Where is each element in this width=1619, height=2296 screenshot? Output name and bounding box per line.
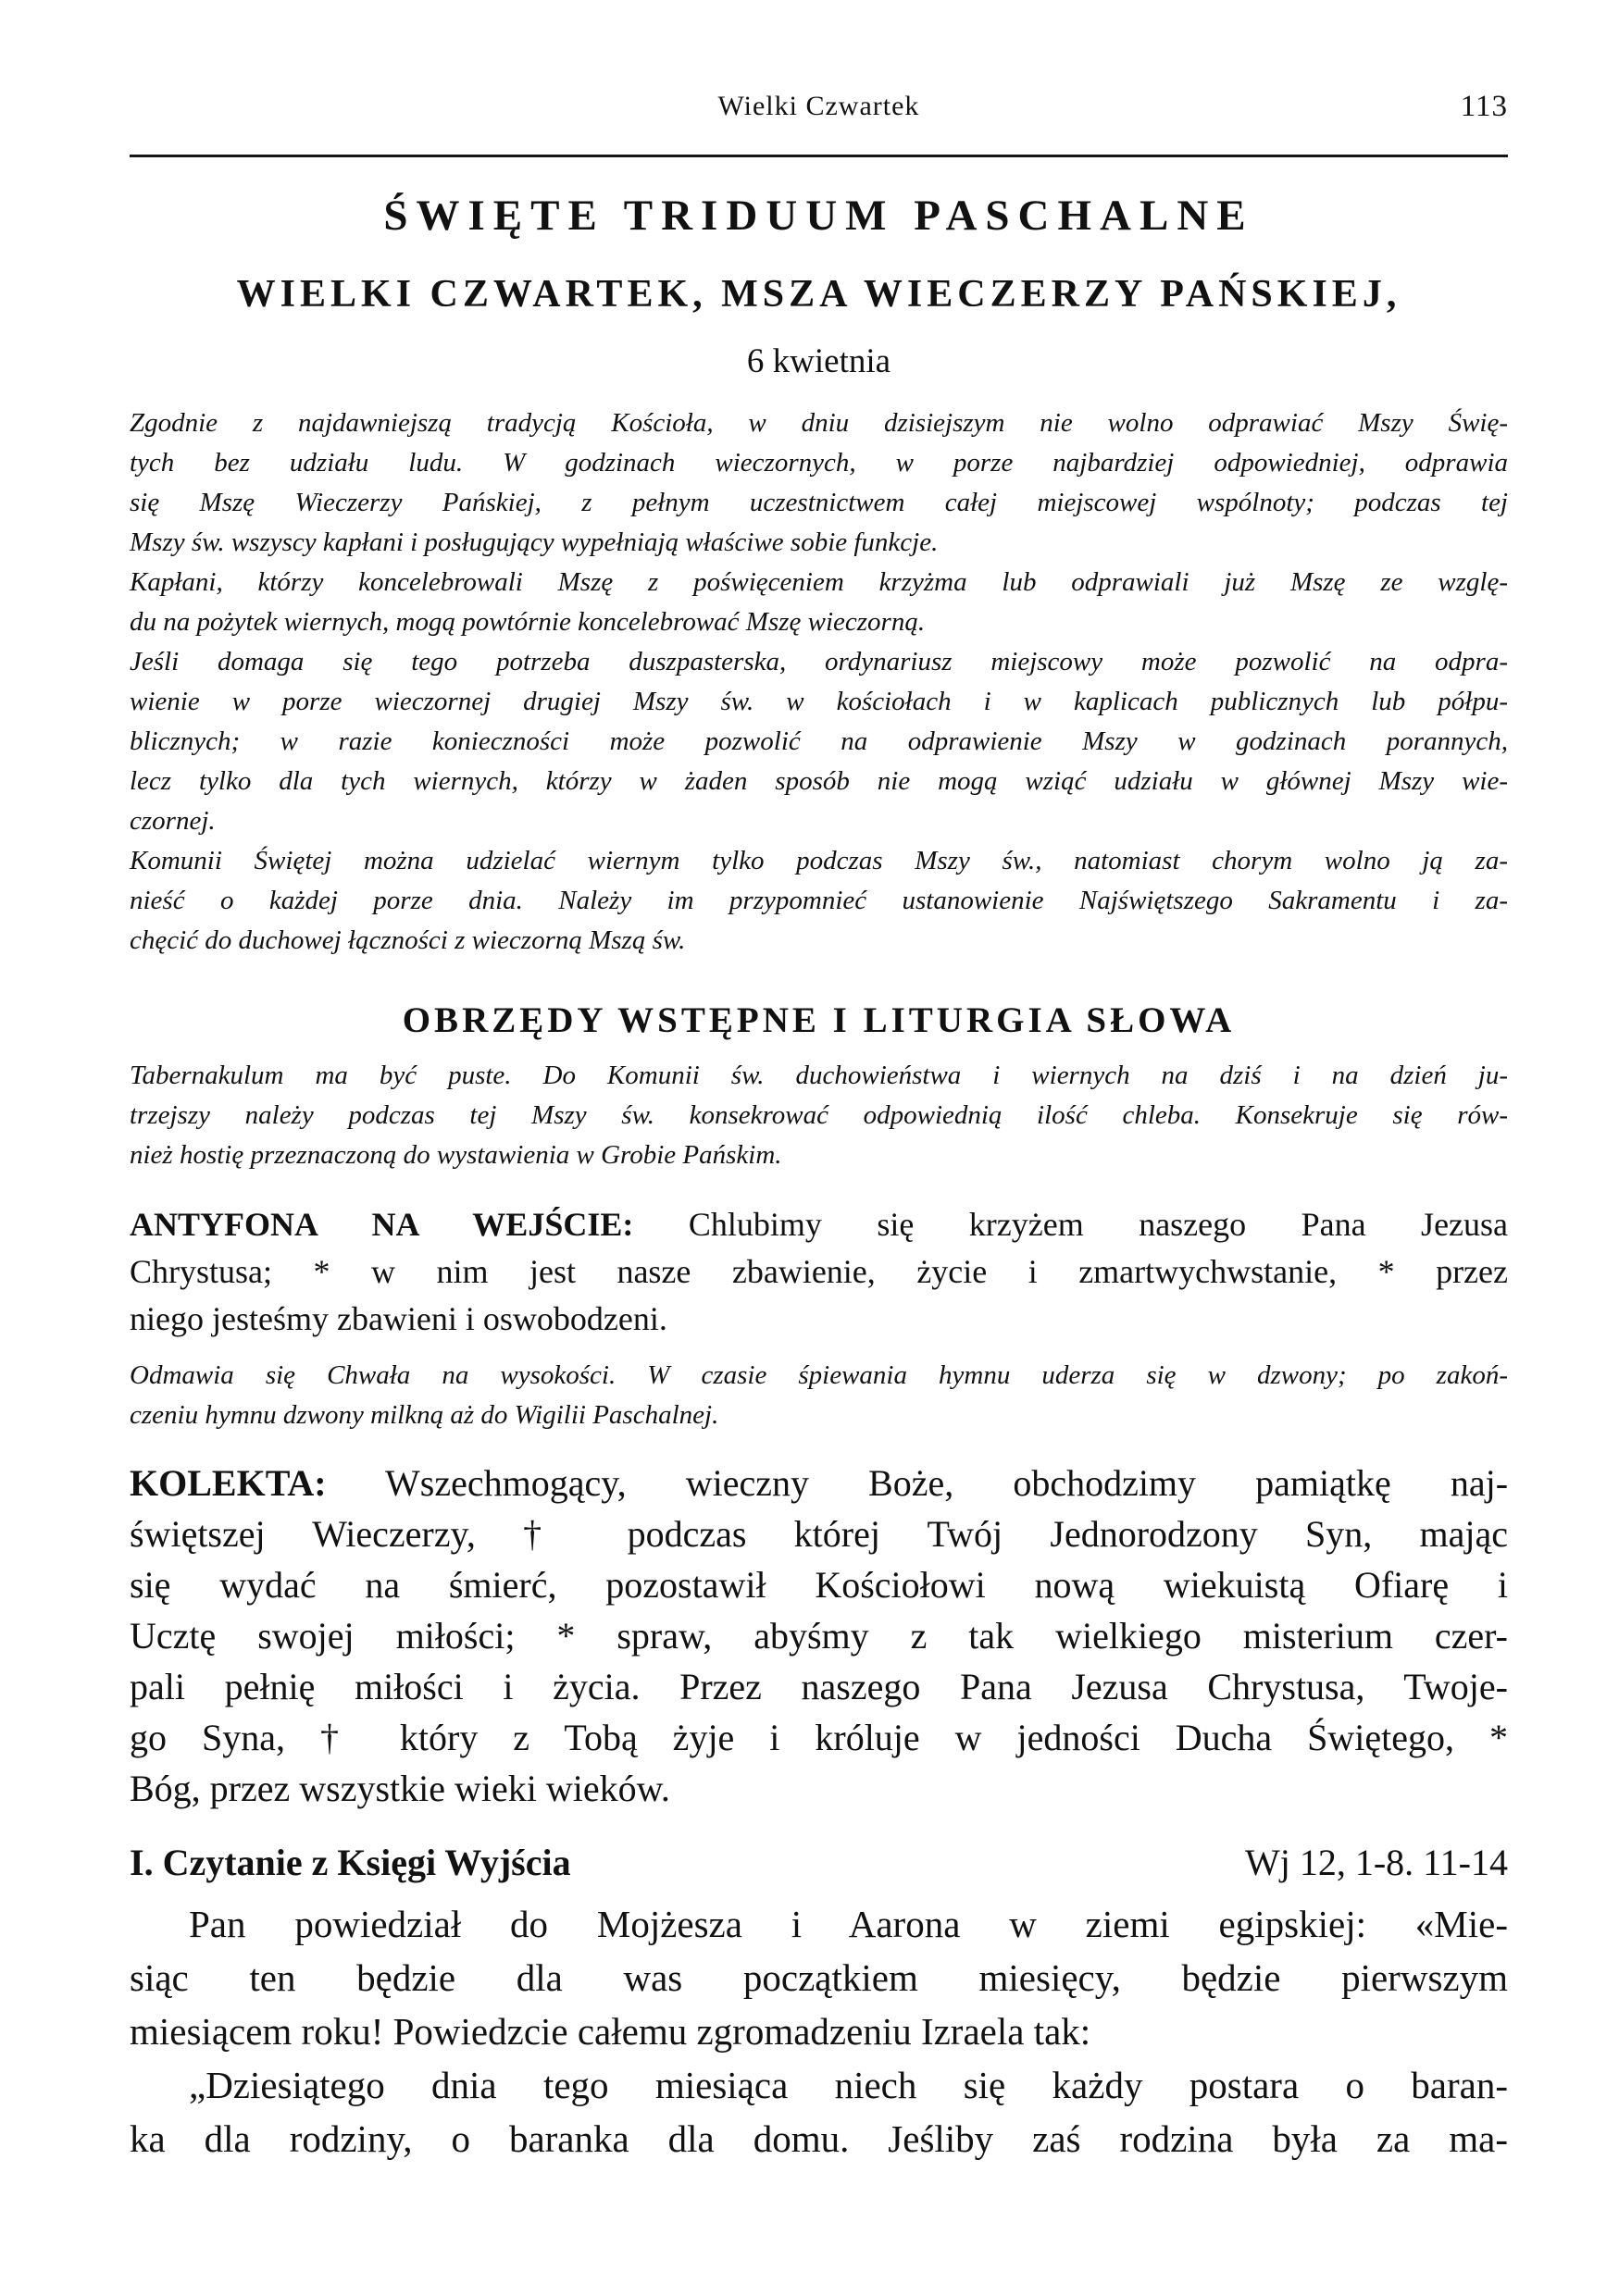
reading-title: I. Czytanie z Księgi Wyjścia — [130, 1842, 571, 1883]
reading-reference: Wj 12, 1-8. 11-14 — [1244, 1842, 1508, 1883]
rubric-line: Zgodnie z najdawniejszą tradycją Kościoła, w dniu dzisiejszym nie wolno odprawiać Mszy Świę- — [130, 408, 1508, 438]
date-line: 6 kwietnia — [746, 342, 891, 380]
rubric-line: czeniu hymnu dzwony milkną aż do Wigilii Paschalnej. — [130, 1400, 719, 1430]
collect-line: go Syna, † który z Tobą żyje i króluje w jedności Ducha Świętego, * — [130, 1717, 1508, 1758]
antiphon-line: niego jesteśmy zbawieni i oswobodzeni. — [130, 1300, 667, 1337]
collect-line: się wydać na śmierć, pozostawił Kościołowi nową wiekuistą Ofiarę i — [130, 1564, 1508, 1606]
antiphon-text: Chlubimy się krzyżem naszego Pana Jezusa — [688, 1206, 1509, 1243]
gloria-rubric — [130, 1356, 1508, 1435]
antiphon-line — [130, 1201, 1508, 1248]
reading-line: „Dziesiątego dnia tego miesiąca niech się każdy postara o baran- — [189, 2064, 1508, 2106]
first-reading-heading — [130, 1842, 1508, 1884]
rubric-line: Komunii Świętej można udzielać wiernym tylko podczas Mszy św., natomiast chorym wolno ją za- — [130, 846, 1508, 875]
rubric-line: nieść o każdej porze dnia. Należy im przypomnieć ustanowienie Najświętszego Sakramentu i za- — [130, 886, 1508, 915]
reading-line: miesiącem roku! Powiedzcie całemu zgromadzeniu Izraela tak: — [130, 2010, 1091, 2053]
rubric-line: Kapłani, którzy koncelebrowali Mszę z poświęceniem krzyżma lub odprawiali już Mszę ze wzglę- — [130, 567, 1508, 597]
rubric-line: blicznych; w razie konieczności może pozwolić na odprawienie Mszy w godzinach porannych, — [130, 726, 1508, 756]
intro-rubrics — [130, 403, 1508, 961]
entrance-antiphon — [130, 1201, 1508, 1343]
page-subtitle: WIELKI CZWARTEK, MSZA WIECZERZY PAŃSKIEJ, — [236, 273, 1401, 316]
reading-line: Pan powiedział do Mojżesza i Aarona w ziemi egipskiej: «Mie- — [189, 1903, 1508, 1945]
rubric-line: du na pożytek wiernych, mogą powtórnie koncelebrować Mszę wieczorną. — [130, 607, 926, 637]
running-head — [130, 0, 1508, 124]
rubric-line: chęcić do duchowej łączności z wieczorną Mszą św. — [130, 925, 686, 955]
collect-line: pali pełnię miłości i życia. Przez naszego Pana Jezusa Chrystusa, Twoje- — [130, 1666, 1508, 1707]
rubric-line: wienie w porze wieczornej drugiej Mszy św. w kościołach i w kaplicach publicznych lub półpu- — [130, 687, 1508, 716]
collect-line: świętszej Wieczerzy, † podczas której Twój Jednorodzony Syn, mając — [130, 1513, 1508, 1555]
rubric-line: nież hostię przeznaczoną do wystawienia w Grobie Pańskim. — [130, 1140, 782, 1170]
header-rule — [130, 155, 1508, 157]
rubric-line: się Mszę Wieczerzy Pańskiej, z pełnym uczestnictwem całej miejscowej wspólnoty; podczas tej — [130, 488, 1508, 517]
reading-line: siąc ten będzie dla was początkiem miesięcy, będzie pierwszym — [130, 1956, 1508, 1999]
page-title: ŚWIĘTE TRIDUUM PASCHALNE — [383, 192, 1254, 240]
rubric-line: Odmawia się Chwała na wysokości. W czasie śpiewania hymnu uderza się w dzwony; po zakoń- — [130, 1360, 1508, 1390]
reading-line: ka dla rodziny, o baranka dla domu. Jeśliby zaś rodzina była za ma- — [130, 2117, 1508, 2160]
running-title: Wielki Czwartek — [717, 91, 920, 121]
collect-line: Ucztę swojej miłości; * spraw, abyśmy z tak wielkiego misterium czer- — [130, 1615, 1508, 1657]
rubric-line: tych bez udziału ludu. W godzinach wieczornych, w porze najbardziej odpowiedniej, odprawia — [130, 448, 1508, 478]
collect-prayer — [130, 1458, 1508, 1814]
collect-text: Wszechmogący, wieczny Boże, obchodzimy pamiątkę naj- — [385, 1462, 1509, 1504]
rubric-line: Mszy św. wszyscy kapłani i posługujący wypełniają właściwe sobie funkcje. — [130, 527, 939, 557]
rubric-line: Tabernakulum ma być puste. Do Komunii św. duchowieństwa i wiernych na dziś i na dzień ju- — [130, 1061, 1508, 1090]
section-heading: OBRZĘDY WSTĘPNE I LITURGIA SŁOWA — [402, 1000, 1236, 1040]
collect-line: Bóg, przez wszystkie wieki wieków. — [130, 1768, 670, 1809]
page-number: 113 — [1460, 90, 1508, 123]
rubric-line: Jeśli domaga się tego potrzeba duszpasterska, ordynariusz miejscowy może pozwolić na odpra- — [130, 647, 1508, 676]
rubric-line: lecz tylko dla tych wiernych, którzy w żaden sposób nie mogą wziąć udziału w głównej Mszy wie- — [130, 766, 1508, 796]
antiphon-label: ANTYFONA NA WEJŚCIE: — [130, 1206, 634, 1243]
rubric-line: trzejszy należy podczas tej Mszy św. konsekrować odpowiednią ilość chleba. Konsekruje się rów- — [130, 1100, 1508, 1130]
collect-label: KOLEKTA: — [130, 1462, 327, 1504]
collect-line — [130, 1458, 1508, 1508]
first-reading-text — [130, 1897, 1508, 2166]
antiphon-line: Chrystusa; * w nim jest nasze zbawienie, życie i zmartwychwstanie, * przez — [130, 1253, 1508, 1290]
tabernacle-rubric — [130, 1056, 1508, 1175]
rubric-line: czornej. — [130, 806, 216, 836]
